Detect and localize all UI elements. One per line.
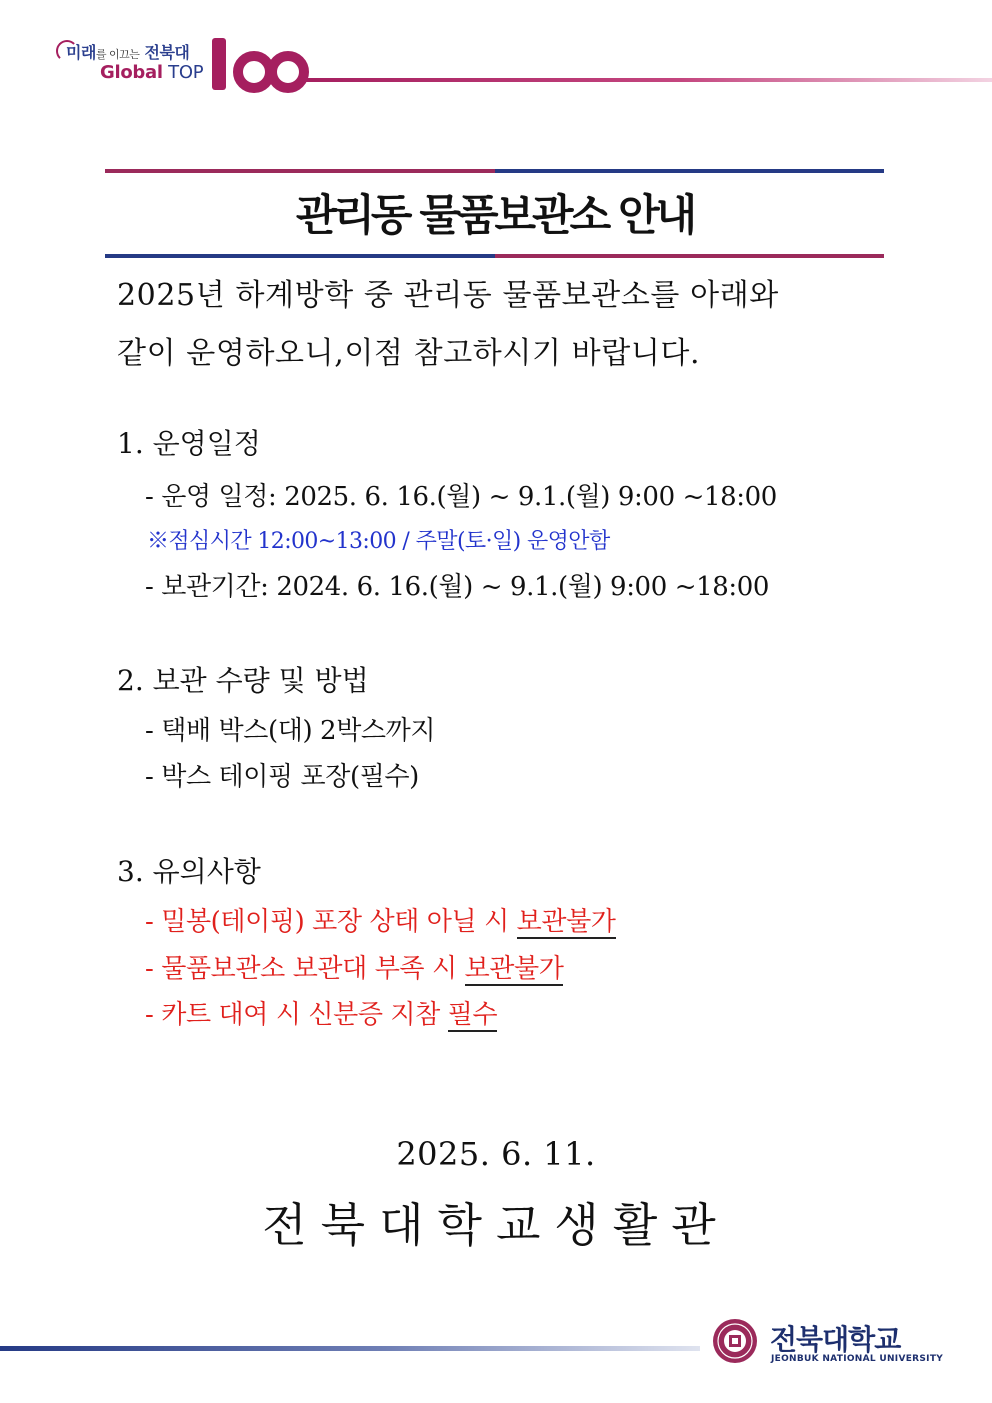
storage-period-item: - 보관기간: 2024. 6. 16.(월) ~ 9.1.(월) 9:00 ~18:00	[145, 572, 770, 602]
caution-text: - 밀봉(테이핑) 포장 상태 아닐 시	[145, 907, 517, 937]
caution-text: - 물품보관소 보관대 부족 시	[145, 954, 465, 984]
logo-slogan	[66, 40, 189, 63]
section-1-heading: 1. 운영일정	[117, 427, 261, 460]
caution-item-sealing	[145, 901, 616, 938]
logo-top-label: TOP	[168, 62, 204, 83]
university-name: 전북대학교	[770, 1323, 901, 1356]
notice-date: 2025. 6. 11.	[396, 1135, 596, 1173]
page-title: 관리동 물품보관소 안내	[295, 191, 694, 241]
title-top-bar-navy	[495, 169, 884, 173]
intro-line-2: 같이 운영하오니,이점 참고하시기 바랍니다.	[117, 336, 701, 371]
logo-100-graphic	[206, 32, 316, 96]
global-top-100-logo	[56, 36, 316, 102]
caution-item-cart-id	[145, 994, 497, 1031]
university-seal-icon	[712, 1318, 758, 1364]
logo-global-label: Global	[100, 62, 163, 83]
logo-slogan-small: 를 이끄는	[95, 48, 140, 61]
schedule-operation-item: - 운영 일정: 2025. 6. 16.(월) ~ 9.1.(월) 9:00 ~18:00	[145, 482, 777, 512]
title-bottom-bar-crimson	[495, 254, 884, 258]
footer-rule	[0, 1346, 700, 1351]
caution-emphasis: 보관불가	[464, 954, 564, 984]
issuer-signature: 전북대학교생활관	[262, 1198, 730, 1252]
logo-global-top	[100, 62, 203, 83]
title-bottom-bar-navy	[105, 254, 495, 258]
section-2-heading: 2. 보관 수량 및 방법	[117, 664, 369, 697]
intro-line-1: 2025년 하계방학 중 관리동 물품보관소를 아래와	[117, 278, 779, 313]
title-top-bar-crimson	[105, 169, 495, 173]
logo-slogan-univ: 전북대	[144, 43, 190, 62]
caution-item-shortage	[145, 948, 563, 985]
lunch-weekend-note: ※점심시간 12:00~13:00 / 주말(토·일) 운영안함	[147, 529, 610, 554]
caution-emphasis: 필수	[447, 1000, 498, 1030]
caution-emphasis: 보관불가	[516, 907, 616, 937]
section-3-heading: 3. 유의사항	[117, 855, 261, 888]
header-rule	[300, 78, 992, 82]
logo-slogan-main: 미래	[66, 43, 96, 62]
packing-item: - 박스 테이핑 포장(필수)	[145, 762, 419, 792]
caution-text: - 카트 대여 시 신분증 지참	[145, 1000, 448, 1030]
quantity-item: - 택배 박스(대) 2박스까지	[145, 716, 436, 746]
university-english-name: JEONBUK NATIONAL UNIVERSITY	[771, 1354, 944, 1364]
